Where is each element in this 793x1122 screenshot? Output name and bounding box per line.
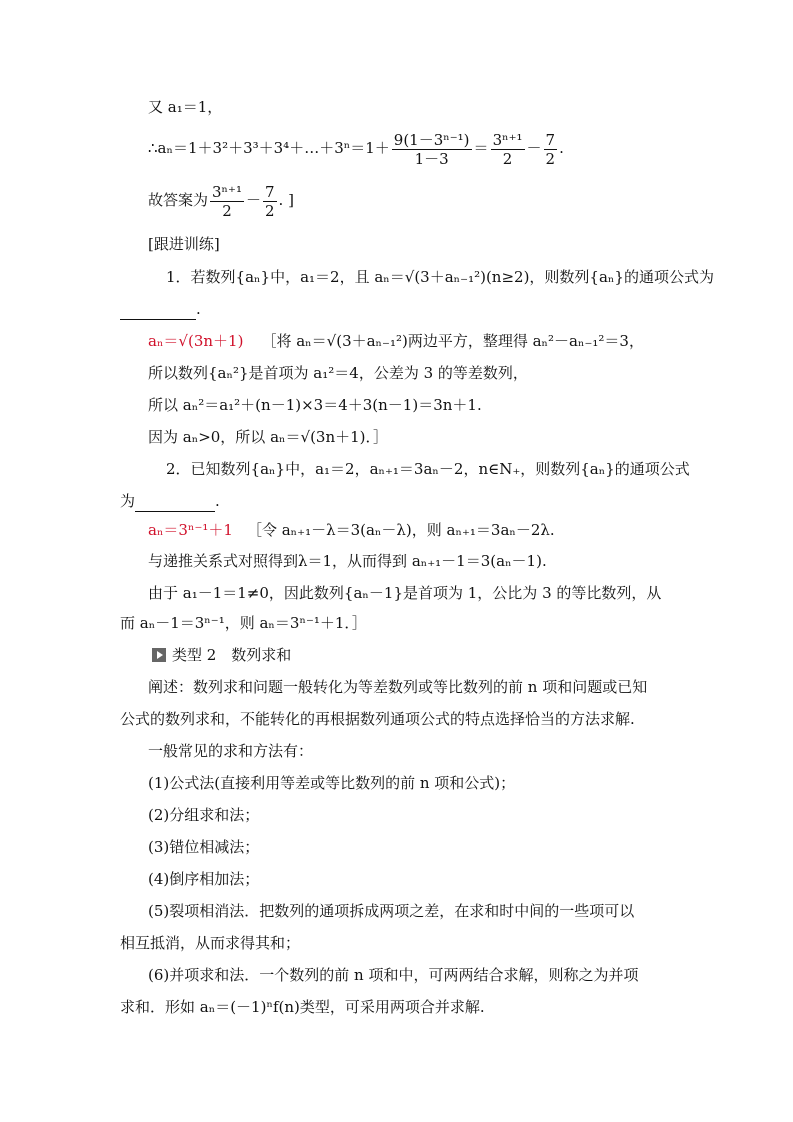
period: . (559, 139, 564, 157)
q1-answer: aₙ＝√(3n＋1) (148, 332, 244, 350)
q1-solution-line: 所以 aₙ²＝a₁²＋(n－1)×3＝4＋3(n－1)＝3n＋1. (148, 396, 482, 414)
sol-line-a1: 又 a₁＝1， (148, 98, 223, 116)
fraction-denominator: 2 (265, 201, 275, 220)
method-item: (6)并项求和法．一个数列的前 n 项和中，可两两结合求解，则称之为并项 (148, 966, 639, 984)
fraction-numerator: 3ⁿ⁺¹ (492, 130, 523, 149)
q1-stem: 1．若数列{aₙ}中，a₁＝2，且 aₙ＝√(3＋aₙ₋₁²)(n≥2)，则数列{aₙ}的通项公式为 (166, 268, 714, 286)
fraction-numerator: 7 (545, 130, 556, 149)
type2-paragraph: 阐述：数列求和问题一般转化为等差数列或等比数列的前 n 项和问题或已知 (148, 678, 648, 696)
fraction-numerator: 7 (265, 182, 275, 201)
method-item-continued: 求和．形如 aₙ＝(－1)ⁿf(n)类型，可采用两项合并求解. (120, 998, 485, 1016)
q1-answer-line (148, 330, 644, 352)
sum-lhs: ∴aₙ＝1＋3²＋3³＋3⁴＋…＋3ⁿ＝1＋ (148, 139, 390, 157)
q1-solution-line: 所以数列{aₙ²}是首项为 a₁²＝4，公差为 3 的等差数列， (148, 364, 528, 382)
method-item: (5)裂项相消法．把数列的通项拆成两项之差，在求和时中间的一些项可以 (148, 902, 635, 920)
type2-paragraph: 一般常见的求和方法有： (148, 742, 314, 760)
minus-sign: － (245, 191, 261, 209)
q2-wei: 为 (120, 492, 136, 510)
q2-solution-line: 与递推关系式对照得到λ＝1，从而得到 aₙ₊₁－1＝3(aₙ－1). (148, 552, 547, 570)
period: . (215, 492, 220, 510)
method-item-continued: 相互抵消，从而求得其和； (120, 934, 301, 952)
period: . (196, 300, 201, 318)
q2-solution-start: ［令 aₙ₊₁－λ＝3(aₙ－λ)，则 aₙ₊₁＝3aₙ－2λ. (246, 521, 555, 539)
sol-line-answer (148, 180, 294, 220)
fraction-denominator: 2 (545, 149, 556, 168)
q2-answer-line (148, 519, 555, 541)
fraction-answer-a (210, 183, 244, 220)
q2-blank-line (120, 490, 220, 512)
equals-sign: ＝ (473, 139, 489, 157)
fraction-numerator: 9(1－3ⁿ⁻¹) (393, 130, 470, 149)
q1-solution-start: ［将 aₙ＝√(3＋aₙ₋₁²)两边平方，整理得 aₙ²－aₙ₋₁²＝3， (261, 332, 644, 350)
method-item: (1)公式法(直接利用等差或等比数列的前 n 项和公式)； (148, 774, 516, 792)
sol-line-sum (148, 128, 564, 168)
fraction-geometric-sum (392, 131, 472, 168)
answer-prefix: 故答案为 (148, 191, 209, 209)
fraction-denominator: 2 (222, 201, 232, 220)
fraction-denominator: 2 (502, 149, 513, 168)
play-triangle-icon (152, 648, 166, 662)
fraction-numerator: 3ⁿ⁺¹ (212, 182, 242, 201)
q2-solution-line: 由于 a₁－1＝1≠0，因此数列{aₙ－1}是首项为 1，公比为 3 的等比数列，从 (148, 584, 662, 602)
q1-solution-line: 因为 aₙ>0，所以 aₙ＝√(3n＋1)．］ (148, 428, 389, 446)
answer-blank (135, 497, 215, 512)
fraction-result-a (491, 131, 525, 168)
method-item: (4)倒序相加法； (148, 870, 260, 888)
minus-sign: － (526, 139, 542, 157)
answer-blank (120, 305, 196, 320)
type2-paragraph: 公式的数列求和，不能转化的再根据数列通项公式的特点选择恰当的方法求解. (120, 710, 635, 728)
type2-heading-text: 类型 2 数列求和 (172, 646, 292, 664)
section-title-follow-up: [跟进训练] (148, 235, 220, 253)
q2-stem: 2．已知数列{aₙ}中，a₁＝2，aₙ₊₁＝3aₙ－2，n∈N₊，则数列{aₙ}的通项公式 (166, 460, 690, 478)
fraction-answer-b (263, 183, 277, 220)
q2-solution-line: 而 aₙ－1＝3ⁿ⁻¹，则 aₙ＝3ⁿ⁻¹＋1．］ (120, 614, 367, 632)
method-item: (3)错位相减法； (148, 838, 260, 856)
method-item: (2)分组求和法； (148, 806, 260, 824)
fraction-result-b (544, 131, 558, 168)
q1-blank-line (120, 298, 201, 320)
type2-heading (152, 644, 291, 666)
q2-answer: aₙ＝3ⁿ⁻¹＋1 (148, 521, 233, 539)
closing-bracket: . ] (278, 191, 294, 209)
fraction-denominator: 1－3 (414, 149, 449, 168)
